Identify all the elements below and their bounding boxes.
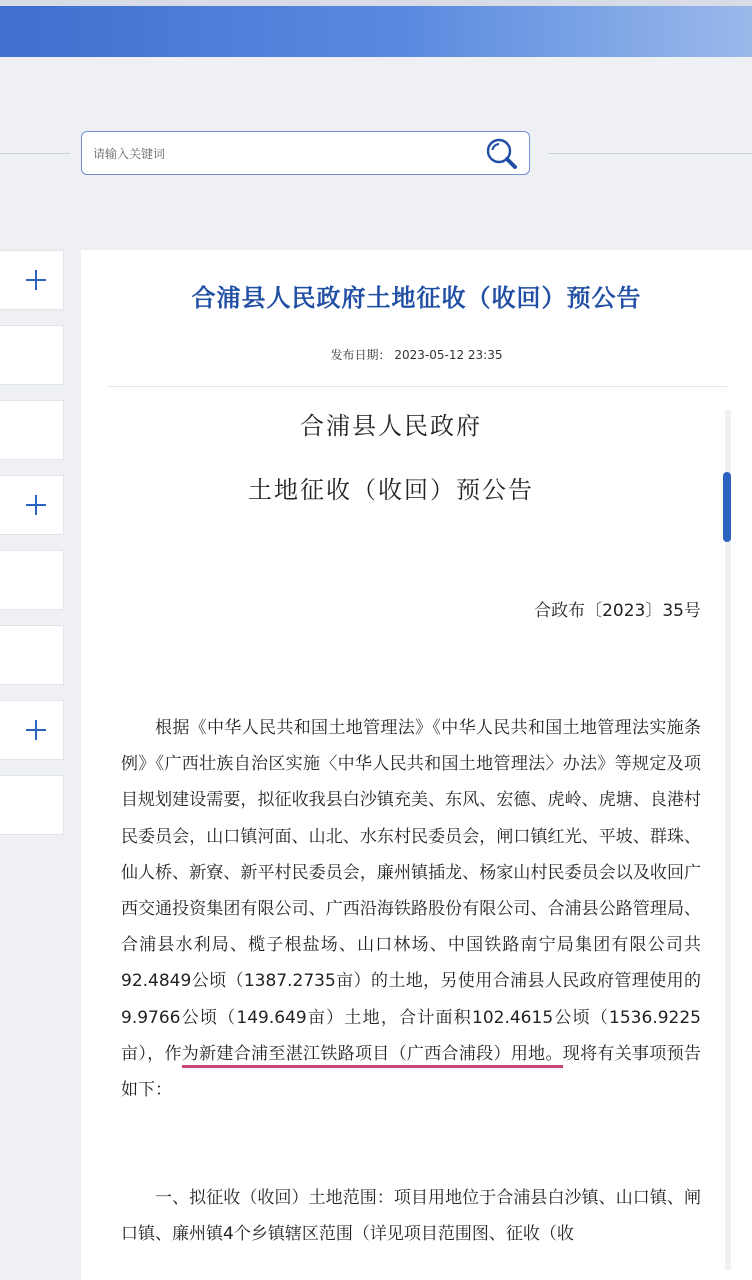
page-title: 合浦县人民政府土地征收（收回）预公告 <box>191 284 642 312</box>
search-box <box>81 131 530 175</box>
document-title: 土地征收（收回）预公告 <box>248 476 534 504</box>
plus-icon[interactable] <box>26 495 46 515</box>
top-banner <box>0 0 752 57</box>
paragraph-text: 根据《中华人民共和国土地管理法》《中华人民共和国土地管理法实施条例》《广西壮族自治区实施〈中华人民共和国土地管理法〉办法》等规定及项目规划建设需要，拟征收我县白沙镇充美、东风、宏德、虎岭、虎塘、良港村民委员会，山口镇河面、山北、水东村民委员会，闸口镇红光、平坡、群珠、仙人桥、新寮、新平村民委员会，廉州镇插龙、杨家山村民委员会以及收回广西交通投资集团有限公司、广西沿海铁路股份有限公司、合浦县公路管理局、合浦县水利局、榄子根盐场、山口林场、中国铁路南宁局集团有限公司共92.4849公顷（1387.2735亩）的土地，另使用合浦县人民政府管理使用的9.9766公顷（149.649亩）土地，合计面积102.4615公顷（1536.9225亩），作 <box>121 718 701 1064</box>
sidebar-item-8[interactable] <box>0 775 64 835</box>
sidebar-item-6[interactable] <box>0 625 64 685</box>
document-number: 合政布〔2023〕35号 <box>534 601 701 621</box>
sidebar-item-1[interactable] <box>0 250 64 310</box>
publish-date-value: 2023-05-12 23:35 <box>394 348 503 362</box>
sidebar-item-7[interactable] <box>0 700 64 760</box>
plus-icon[interactable] <box>26 270 46 290</box>
paragraph-text-end: 现将有关事项预告如下： <box>121 1043 702 1101</box>
search-button[interactable] <box>482 136 522 170</box>
document-paragraph-1 <box>121 710 701 1108</box>
document-issuer: 合浦县人民政府 <box>300 412 482 440</box>
highlighted-text: 为新建合浦至湛江铁路项目（广西合浦段）用地。 <box>182 1044 563 1068</box>
search-divider-left <box>0 153 70 154</box>
magnifier-icon <box>482 136 522 170</box>
publish-label: 发布日期： <box>330 348 391 362</box>
sidebar-item-4[interactable] <box>0 475 64 535</box>
article-card <box>81 250 752 1280</box>
document-paragraph-2: 一、拟征收（收回）土地范围：项目用地位于合浦县白沙镇、山口镇、闸口镇、廉州镇4个乡镇辖区范围（详见项目范围图、征收（收 <box>121 1188 701 1245</box>
search-input[interactable] <box>91 142 475 166</box>
sidebar-item-5[interactable] <box>0 550 64 610</box>
scrollbar-thumb[interactable] <box>723 472 731 542</box>
sidebar-item-2[interactable] <box>0 325 64 385</box>
plus-icon[interactable] <box>26 720 46 740</box>
publish-date <box>81 346 752 363</box>
title-divider <box>107 386 727 387</box>
search-divider-right <box>548 153 752 154</box>
sidebar-item-3[interactable] <box>0 400 64 460</box>
